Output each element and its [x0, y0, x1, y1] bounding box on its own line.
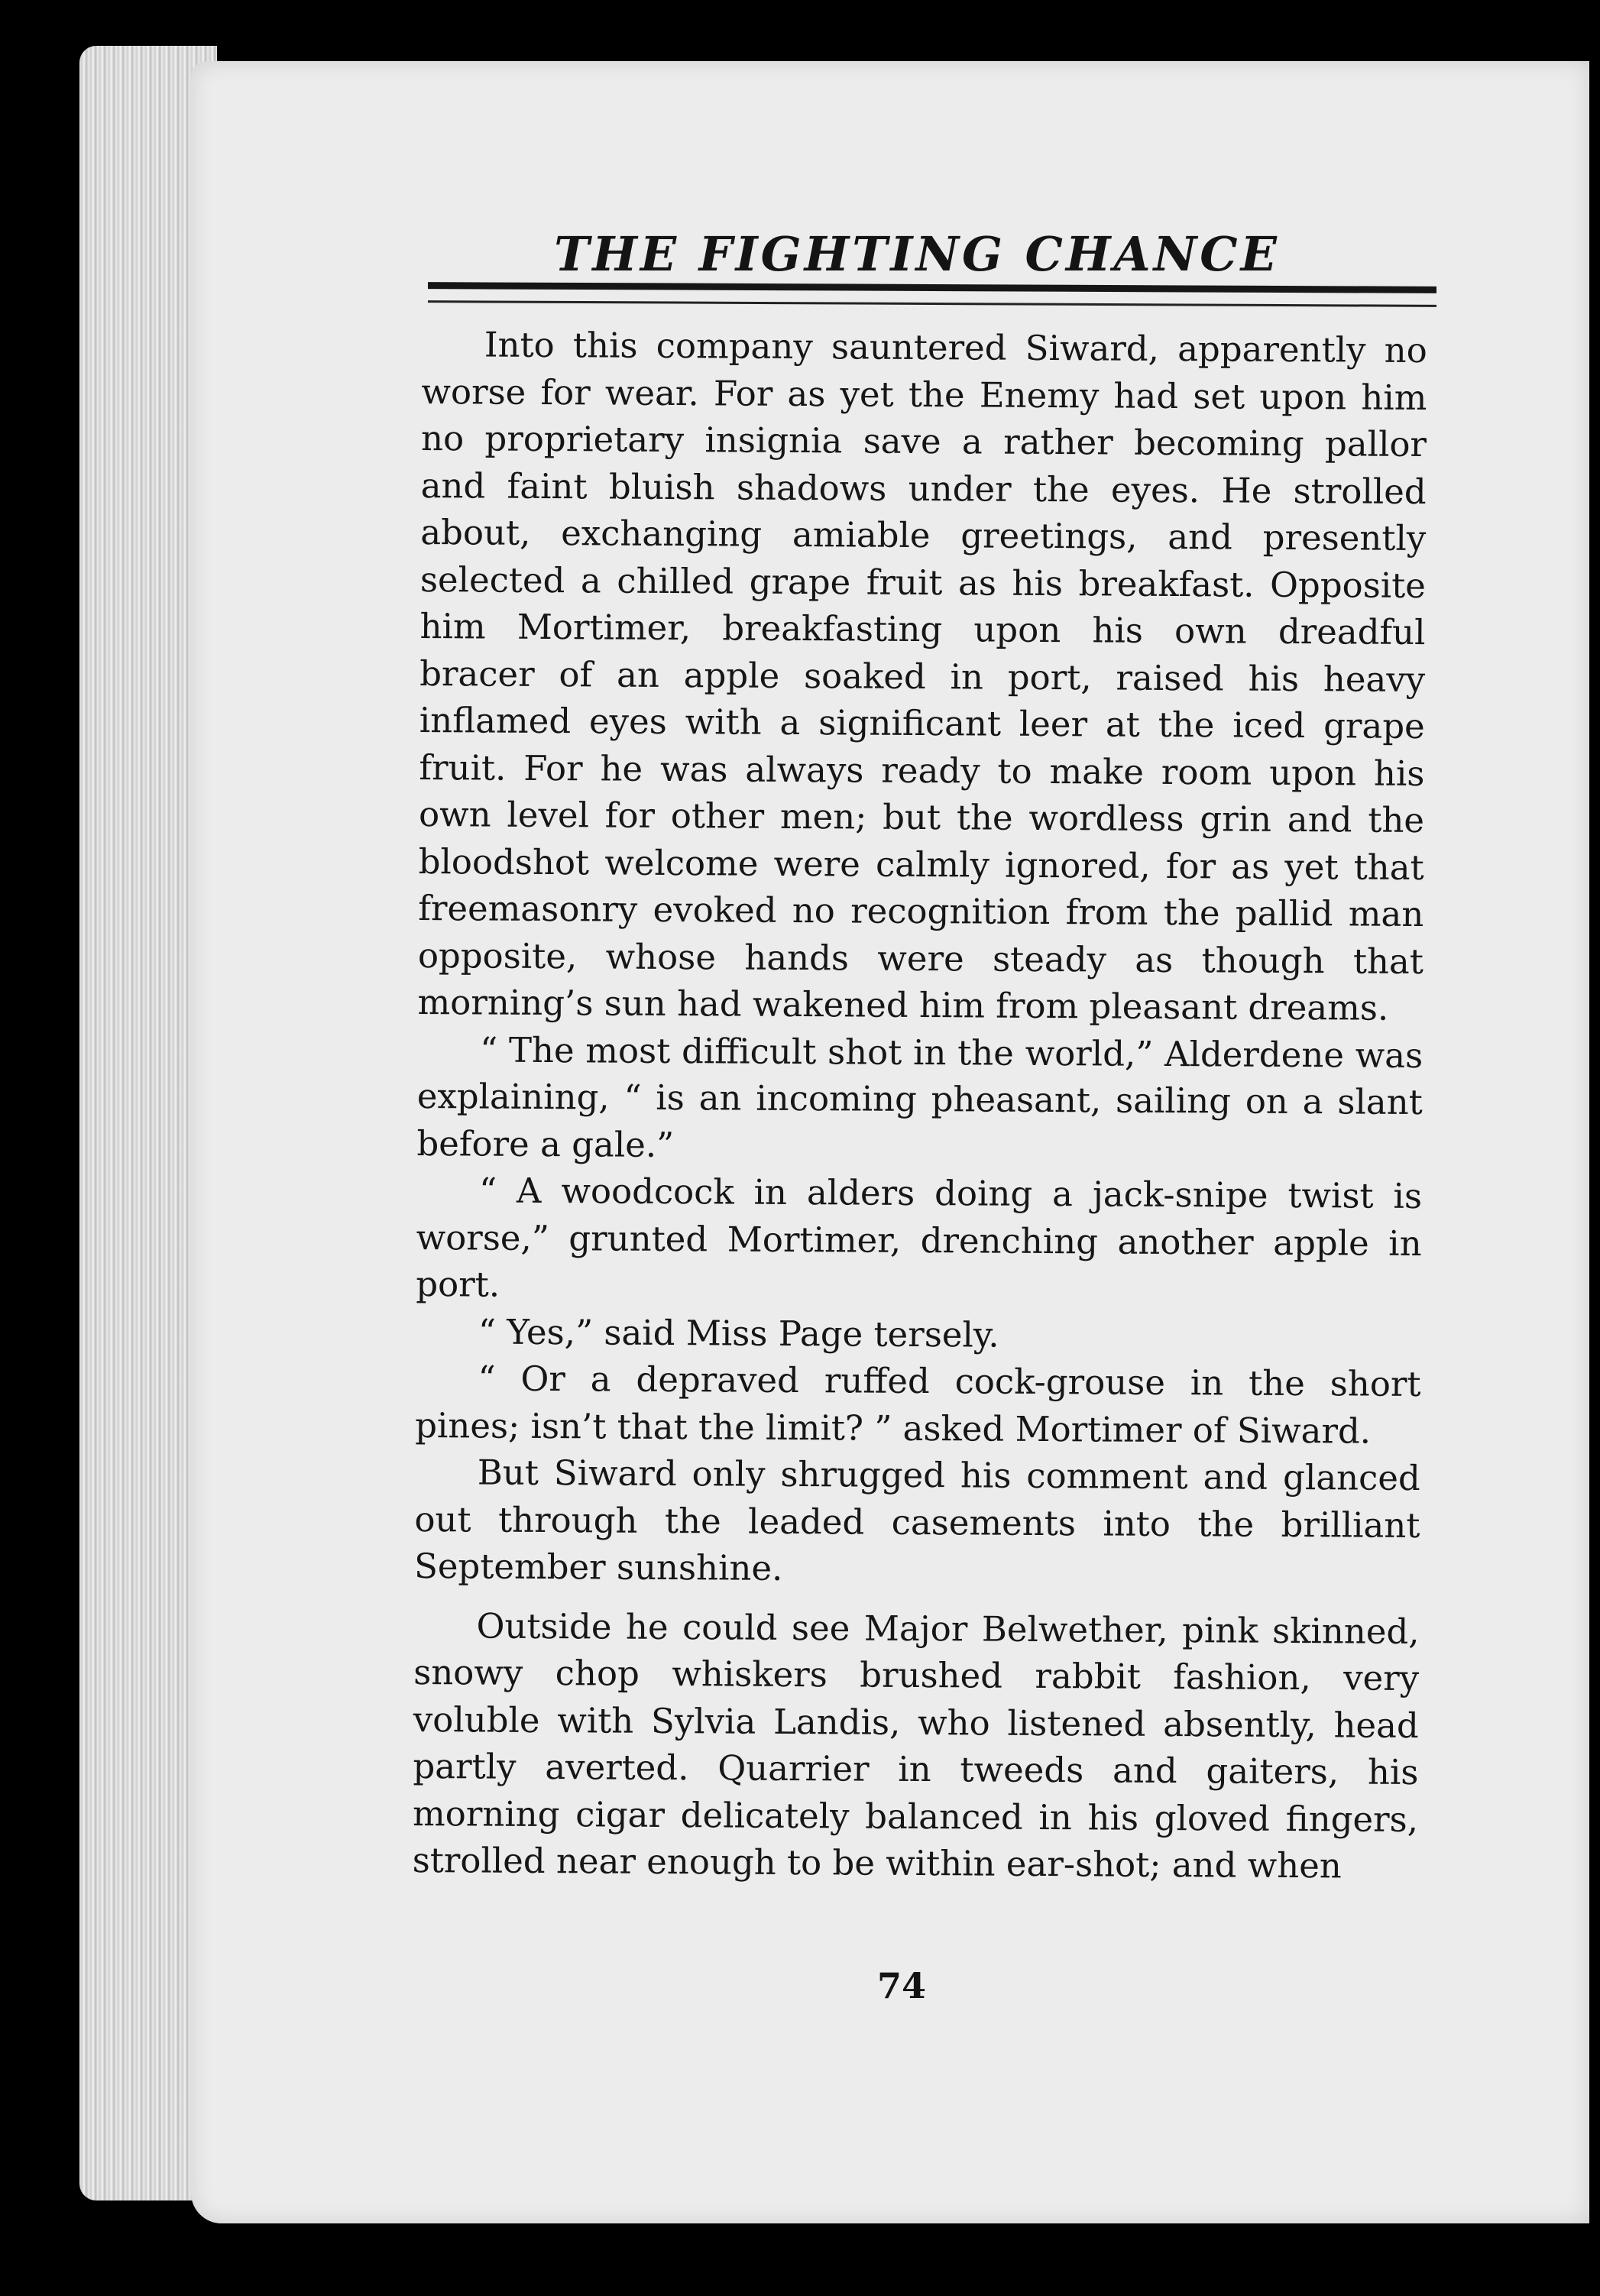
page-number: 74	[876, 1965, 926, 2006]
paragraph: Outside he could see Major Belwether, pink skinned, snowy chop whiskers brushed rabbit fashion, very voluble with Sylvia Landis, who listened absently, head partly averted. Quarrier in tweeds and gaiters, his morning cigar delicately balanced in his gloved fingers, strolled near enough to be within ear-shot; and when	[412, 1605, 1420, 1886]
paragraph: “ Or a depraved ruffed cock-grouse in the short pines; isn’t that the limit? ” asked Mortimer of Siward.	[415, 1358, 1421, 1452]
paragraph: Into this company sauntered Siward, apparently no worse for wear. For as yet the Enemy had set upon him no proprietary insignia save a rather becoming pallor and faint bluish shadows under the eyes. He strolled about, exchanging amiable greetings, and presently selected a chilled grape fruit as his breakfast. Opposite him Mortimer, breakfasting upon his own dreadful bracer of an apple soaked in port, raised his heavy inflamed eyes with a significant leer at the iced grape fruit. For he was always ready to make room upon his own level for other men; but the wordless grin and the bloodshot welcome were calmly ignored, for as yet that freemasonry evoked no recognition from the pallid man opposite, whose hands were steady as though that morning’s sun had wakened him from pleasant dreams.	[417, 324, 1427, 1028]
paragraph: “ The most difficult shot in the world,” Alderdene was explaining, “ is an incoming pheasant, sailing on a slant before a gale.”	[416, 1028, 1423, 1165]
paragraph: “ A woodcock in alders doing a jack-snipe twist is worse,” grunted Mortimer, drenching another apple in port.	[416, 1170, 1423, 1305]
paragraph: “ Yes,” said Miss Page tersely.	[478, 1310, 999, 1355]
running-head: THE FIGHTING CHANCE	[554, 226, 1280, 282]
body-text	[413, 321, 1427, 1890]
paragraph: But Siward only shrugged his comment and glanced out through the leaded casements into the brilliant September sunshine.	[413, 1452, 1420, 1588]
